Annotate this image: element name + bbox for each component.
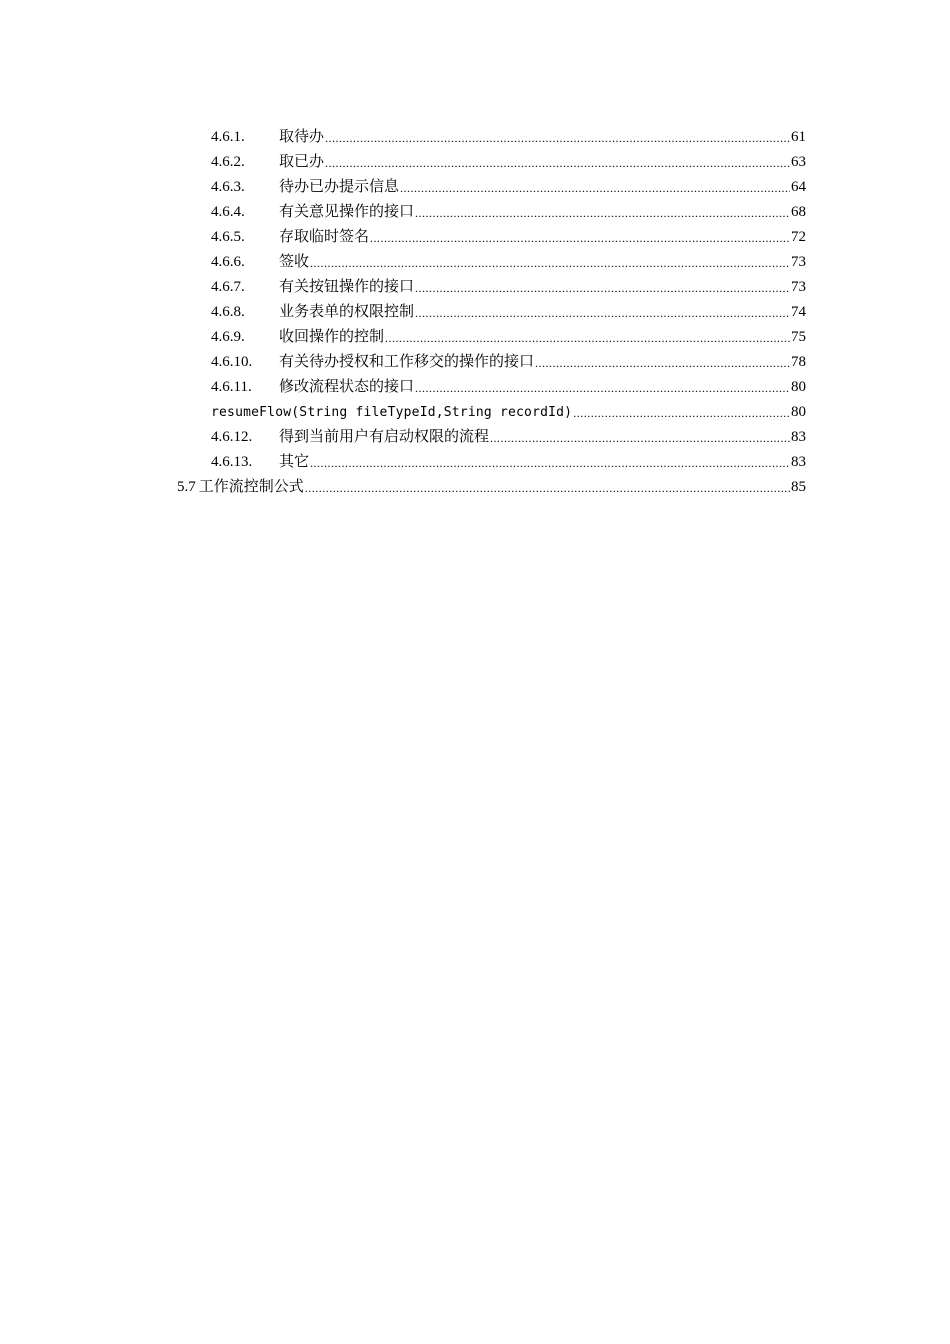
toc-entry-4-6-2[interactable] (211, 150, 806, 175)
dot-leader (573, 400, 790, 425)
toc-entry-page: 80 (791, 404, 806, 420)
toc-entry-4-6-4[interactable] (211, 200, 806, 225)
toc-entry-number: 4.6.4. (211, 204, 245, 220)
dot-leader (325, 150, 790, 175)
toc-entry-page: 75 (791, 329, 806, 345)
toc-entry-title: 存取临时签名 (279, 229, 370, 245)
dot-leader (305, 475, 790, 500)
toc-entry-title: 收回操作的控制 (279, 329, 385, 345)
toc-entry-page: 85 (791, 479, 806, 495)
toc-entry-title: 工作流控制公式 (198, 479, 304, 495)
toc-entry-4-6-13[interactable] (211, 450, 806, 475)
toc-entry-title: 业务表单的权限控制 (279, 304, 415, 320)
toc-entry-4-6-12[interactable] (211, 425, 806, 450)
toc-entry-number: 4.6.1. (211, 129, 245, 145)
dot-leader (310, 450, 790, 475)
toc-entry-number: 4.6.9. (211, 329, 245, 345)
dot-leader (415, 275, 790, 300)
dot-leader (370, 225, 790, 250)
toc-entry-4-6-3[interactable] (211, 175, 806, 200)
toc-entry-title: 取待办 (279, 129, 325, 145)
dot-leader (310, 250, 790, 275)
toc-entry-title: 其它 (279, 454, 310, 470)
dot-leader (325, 125, 790, 150)
toc-entry-page: 73 (791, 254, 806, 270)
table-of-contents (0, 125, 950, 500)
toc-entry-page: 83 (791, 429, 806, 445)
toc-entry-title: 签收 (279, 254, 310, 270)
toc-entry-page: 78 (791, 354, 806, 370)
dot-leader (385, 325, 790, 350)
toc-entry-number: 4.6.2. (211, 154, 245, 170)
toc-entry-title: 得到当前用户有启动权限的流程 (279, 429, 490, 445)
toc-entry-4-6-11[interactable] (211, 375, 806, 400)
toc-entry-4-6-10[interactable] (211, 350, 806, 375)
toc-entry-number: 4.6.7. (211, 279, 245, 295)
dot-leader (415, 375, 790, 400)
toc-entry-number: 4.6.8. (211, 304, 245, 320)
toc-entry-number: 4.6.11. (211, 379, 252, 395)
toc-entry-4-6-9[interactable] (211, 325, 806, 350)
toc-entry-4-6-7[interactable] (211, 275, 806, 300)
dot-leader (400, 175, 790, 200)
toc-entry-title: 修改流程状态的接口 (279, 379, 415, 395)
toc-entry-4-6-6[interactable] (211, 250, 806, 275)
toc-entry-number: 4.6.3. (211, 179, 245, 195)
toc-entry-title: 有关意见操作的接口 (279, 204, 415, 220)
toc-entry-page: 73 (791, 279, 806, 295)
toc-entry-page: 74 (791, 304, 806, 320)
toc-entry-title: resumeFlow(String fileTypeId,String recordId) (211, 405, 573, 420)
dot-leader (415, 300, 790, 325)
toc-entry-page: 63 (791, 154, 806, 170)
toc-entry-title: 取已办 (279, 154, 325, 170)
toc-entry-title: 有关按钮操作的接口 (279, 279, 415, 295)
toc-entry-4-6-1[interactable] (211, 125, 806, 150)
dot-leader (490, 425, 790, 450)
toc-entry-page: 80 (791, 379, 806, 395)
toc-entry-4-6-8[interactable] (211, 300, 806, 325)
dot-leader (415, 200, 790, 225)
dot-leader (535, 350, 790, 375)
toc-entry-number: 4.6.10. (211, 354, 253, 370)
toc-entry-number: 4.6.6. (211, 254, 245, 270)
toc-entry-page: 72 (791, 229, 806, 245)
toc-entry-number: 5.7 (177, 479, 196, 495)
toc-entry-number: 4.6.5. (211, 229, 245, 245)
toc-entry-number: 4.6.13. (211, 454, 253, 470)
toc-entry-5-7[interactable] (177, 475, 806, 500)
toc-entry-title: 有关待办授权和工作移交的操作的接口 (279, 354, 535, 370)
toc-entry-page: 83 (791, 454, 806, 470)
toc-entry-number: 4.6.12. (211, 429, 253, 445)
toc-entry-title: 待办已办提示信息 (279, 179, 400, 195)
toc-entry-resumeflow[interactable] (211, 400, 806, 425)
toc-entry-page: 68 (791, 204, 806, 220)
toc-entry-page: 61 (791, 129, 806, 145)
toc-entry-4-6-5[interactable] (211, 225, 806, 250)
toc-entry-page: 64 (791, 179, 806, 195)
